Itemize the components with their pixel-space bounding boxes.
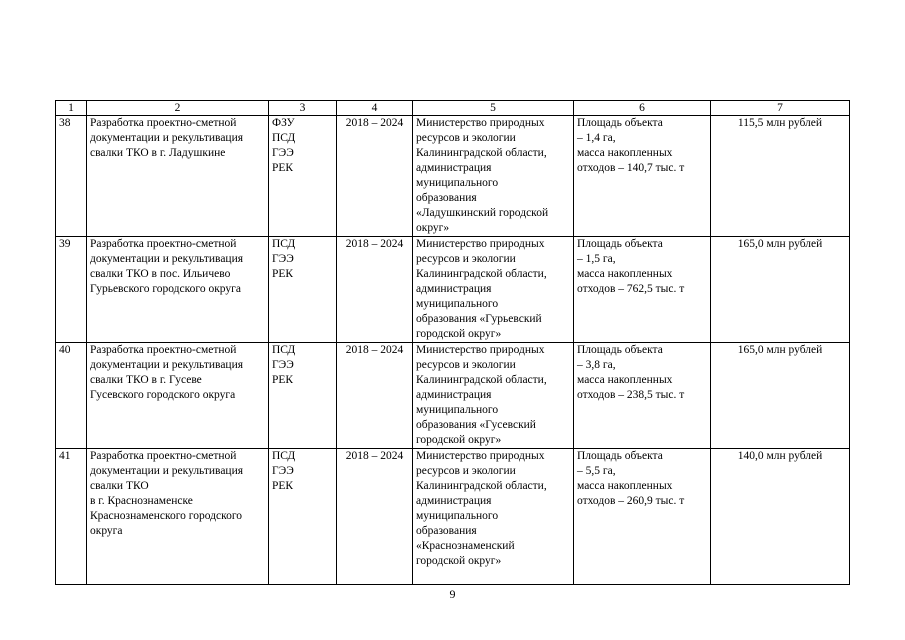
text-line: – 1,4 га, [577, 132, 616, 144]
text-line: – 1,5 га, [577, 253, 616, 265]
page-number: 9 [449, 587, 456, 601]
period: 2018 – 2024 [337, 237, 413, 343]
responsible-parties [413, 237, 574, 343]
project-name [87, 237, 269, 343]
text-line: документации и рекультивация [90, 465, 244, 477]
text-line: «Краснознаменский [416, 540, 515, 552]
text-line: документации и рекультивация [90, 253, 244, 265]
text-line: Калининградской области, [416, 268, 547, 280]
period: 2018 – 2024 [337, 449, 413, 585]
column-number-row [56, 101, 850, 116]
table-row [56, 343, 850, 449]
text-line: – 5,5 га, [577, 465, 616, 477]
text-line: масса накопленных [577, 268, 673, 280]
column-number-3: 3 [269, 101, 337, 116]
text-line: муниципального [416, 404, 499, 416]
text-line: ГЭЭ [272, 147, 294, 159]
text-line: отходов – 238,5 тыс. т [577, 389, 685, 401]
text-line: ресурсов и экологии [416, 465, 516, 477]
text-line: городской округ» [416, 555, 502, 567]
period: 2018 – 2024 [337, 343, 413, 449]
column-number-1: 1 [56, 101, 87, 116]
text-line: масса накопленных [577, 374, 673, 386]
text-line: «Ладушкинский городской [416, 207, 549, 219]
text-line: муниципального [416, 510, 499, 522]
text-line: масса накопленных [577, 147, 673, 159]
text-line: масса накопленных [577, 480, 673, 492]
text-line: администрация [416, 283, 492, 295]
text-line: образования [416, 525, 477, 537]
text-line: РЕК [272, 480, 294, 492]
text-line: Министерство природных [416, 450, 545, 462]
text-line: ресурсов и экологии [416, 359, 516, 371]
text-line: ПСД [272, 450, 296, 462]
cost: 165,0 млн рублей [711, 343, 850, 449]
text-line: Калининградской области, [416, 480, 547, 492]
text-line: Площадь объекта [577, 344, 663, 356]
text-line: Калининградской области, [416, 374, 547, 386]
text-line: документации и рекультивация [90, 132, 244, 144]
text-line: Гусевского городского округа [90, 389, 236, 401]
table-row [56, 116, 850, 237]
text-line: муниципального [416, 298, 499, 310]
text-line: ГЭЭ [272, 253, 294, 265]
text-line: в г. Краснознаменске [90, 495, 193, 507]
text-line: ПСД [272, 132, 296, 144]
column-number-6: 6 [574, 101, 711, 116]
text-line: свалки ТКО в г. Ладушкине [90, 147, 226, 159]
column-number-2: 2 [87, 101, 269, 116]
text-line: образования «Гусевский [416, 419, 536, 431]
object-parameters [574, 116, 711, 237]
text-line: РЕК [272, 162, 294, 174]
text-line: Министерство природных [416, 238, 545, 250]
text-line: округ» [416, 222, 450, 234]
text-line: Министерство природных [416, 117, 545, 129]
responsible-parties [413, 343, 574, 449]
text-line: администрация [416, 495, 492, 507]
projects-table [55, 100, 850, 585]
column-number-5: 5 [413, 101, 574, 116]
document-codes [269, 449, 337, 585]
text-line: Краснознаменского городского [90, 510, 243, 522]
object-parameters [574, 237, 711, 343]
text-line: Разработка проектно-сметной [90, 344, 237, 356]
text-line: свалки ТКО в г. Гусеве [90, 374, 202, 386]
text-line: ПСД [272, 238, 296, 250]
text-line: свалки ТКО [90, 480, 149, 492]
text-line: Калининградской области, [416, 147, 547, 159]
row-number: 40 [56, 343, 87, 449]
table-row [56, 237, 850, 343]
object-parameters [574, 449, 711, 585]
text-line: Гурьевского городского округа [90, 283, 241, 295]
cost: 165,0 млн рублей [711, 237, 850, 343]
text-line: Площадь объекта [577, 450, 663, 462]
text-line: отходов – 762,5 тыс. т [577, 283, 685, 295]
cost: 115,5 млн рублей [711, 116, 850, 237]
text-line: отходов – 140,7 тыс. т [577, 162, 685, 174]
document-codes [269, 237, 337, 343]
text-line: ресурсов и экологии [416, 132, 516, 144]
text-line: Разработка проектно-сметной [90, 117, 237, 129]
text-line: документации и рекультивация [90, 359, 244, 371]
column-number-4: 4 [337, 101, 413, 116]
text-line: городской округ» [416, 328, 502, 340]
text-line: ГЭЭ [272, 359, 294, 371]
text-line: отходов – 260,9 тыс. т [577, 495, 685, 507]
text-line: округа [90, 525, 123, 537]
text-line: РЕК [272, 268, 294, 280]
text-line: Разработка проектно-сметной [90, 238, 237, 250]
text-line: – 3,8 га, [577, 359, 616, 371]
period: 2018 – 2024 [337, 116, 413, 237]
project-name [87, 343, 269, 449]
table-row [56, 449, 850, 585]
text-line: Разработка проектно-сметной [90, 450, 237, 462]
text-line: городской округ» [416, 434, 502, 446]
cost: 140,0 млн рублей [711, 449, 850, 585]
text-line: свалки ТКО в пос. Ильичево [90, 268, 231, 280]
project-name [87, 449, 269, 585]
object-parameters [574, 343, 711, 449]
text-line: ресурсов и экологии [416, 253, 516, 265]
column-number-7: 7 [711, 101, 850, 116]
text-line: РЕК [272, 374, 294, 386]
document-codes [269, 116, 337, 237]
text-line: администрация [416, 162, 492, 174]
text-line: образования [416, 192, 477, 204]
text-line: ПСД [272, 344, 296, 356]
text-line: Площадь объекта [577, 238, 663, 250]
document-codes [269, 343, 337, 449]
responsible-parties [413, 116, 574, 237]
row-number: 38 [56, 116, 87, 237]
responsible-parties [413, 449, 574, 585]
text-line: ФЗУ [272, 117, 295, 129]
text-line: администрация [416, 389, 492, 401]
text-line: муниципального [416, 177, 499, 189]
text-line: Министерство природных [416, 344, 545, 356]
project-name [87, 116, 269, 237]
row-number: 41 [56, 449, 87, 585]
text-line: ГЭЭ [272, 465, 294, 477]
row-number: 39 [56, 237, 87, 343]
text-line: образования «Гурьевский [416, 313, 542, 325]
text-line: Площадь объекта [577, 117, 663, 129]
